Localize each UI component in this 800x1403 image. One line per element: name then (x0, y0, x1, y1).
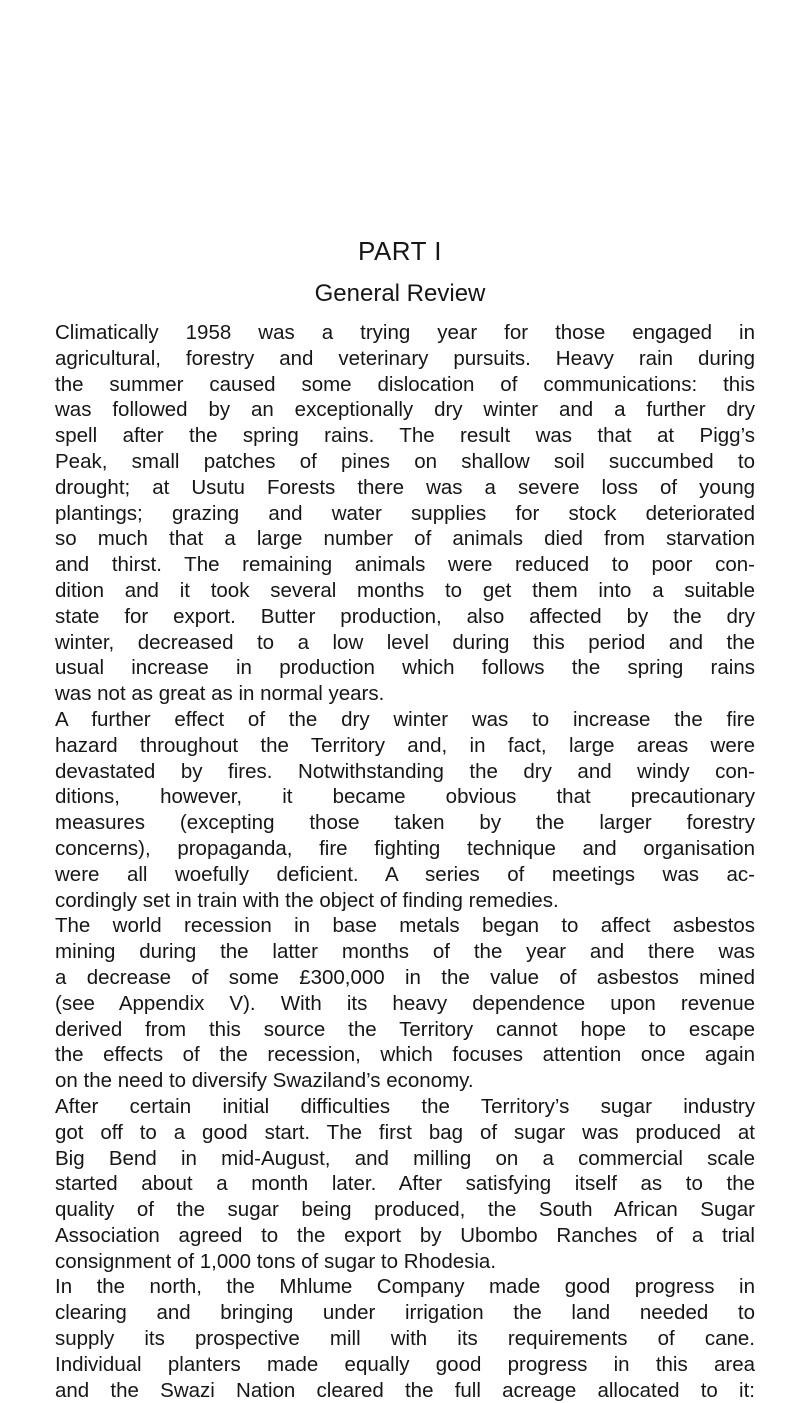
text-line: (see Appendix V). With its heavy dependence upon revenue (55, 991, 755, 1015)
text-line: drought; at Usutu Forests there was a severe loss of young (55, 475, 755, 499)
text-line: were all woefully deficient. A series of meetings was ac- (55, 862, 755, 886)
text-line: state for export. Butter production, also affected by the dry (55, 604, 755, 628)
text-line: and thirst. The remaining animals were reduced to poor con- (55, 553, 755, 577)
text-line: devastated by fires. Notwithstanding the dry and windy con- (55, 759, 755, 783)
text-line: concerns), propaganda, fire fighting technique and organisation (55, 836, 755, 860)
text-line: mining during the latter months of the year and there was (55, 940, 755, 964)
text-line: spell after the spring rains. The result was that at Pigg’s (55, 424, 755, 448)
part-heading: PART I (358, 236, 442, 266)
text-line: winter, decreased to a low level during this period and the (55, 630, 755, 654)
text-line: derived from this source the Territory cannot hope to escape (55, 1017, 755, 1041)
text-line: ditions, however, it became obvious that precautionary (55, 785, 755, 809)
text-line: got off to a good start. The first bag of sugar was produced at (55, 1120, 755, 1144)
text-line: was followed by an exceptionally dry winter and a further dry (55, 398, 755, 422)
text-line: dition and it took several months to get them into a suitable (55, 578, 755, 602)
text-line: Peak, small patches of pines on shallow soil succumbed to (55, 449, 755, 473)
text-line: quality of the sugar being produced, the South African Sugar (55, 1198, 755, 1222)
text-line: Big Bend in mid-August, and milling on a commercial scale (55, 1146, 755, 1170)
text-line: clearing and bringing under irrigation the land needed to (55, 1301, 755, 1325)
text-line: cordingly set in train with the object of finding remedies. (55, 888, 559, 912)
text-line: agricultural, forestry and veterinary pursuits. Heavy rain during (55, 346, 755, 370)
text-line: and the Swazi Nation cleared the full acreage allocated to it: (55, 1378, 755, 1402)
text-line: measures (excepting those taken by the larger forestry (55, 811, 755, 835)
text-line: on the need to diversify Swaziland’s economy. (55, 1069, 474, 1093)
text-line: Climatically 1958 was a trying year for those engaged in (55, 321, 755, 344)
text-line: hazard throughout the Territory and, in fact, large areas were (55, 733, 755, 757)
text-line: Individual planters made equally good progress in this area (55, 1352, 755, 1376)
text-line: The world recession in base metals began to affect asbestos (55, 914, 755, 938)
text-line: A further effect of the dry winter was to increase the fire (55, 707, 755, 731)
text-line: the summer caused some dislocation of communications: this (55, 372, 755, 396)
section-title: General Review (314, 280, 486, 307)
text-line: After certain initial difficulties the Territory’s sugar industry (55, 1094, 755, 1118)
text-line: was not as great as in normal years. (55, 682, 385, 706)
text-line: so much that a large number of animals died from starvation (55, 527, 755, 551)
text-line: started about a month later. After satisfying itself as to the (55, 1172, 755, 1196)
text-line: usual increase in production which follows the spring rains (55, 656, 755, 680)
text-line: Association agreed to the export by Ubombo Ranches of a trial (55, 1223, 755, 1247)
text-line: a decrease of some £300,000 in the value of asbestos mined (55, 965, 755, 989)
text-line: the effects of the recession, which focuses attention once again (55, 1043, 755, 1067)
text-line: plantings; grazing and water supplies for stock deteriorated (55, 501, 755, 525)
text-line: consignment of 1,000 tons of sugar to Rhodesia. (55, 1249, 497, 1273)
body-text (55, 320, 755, 1403)
text-line: supply its prospective mill with its requirements of cane. (55, 1327, 755, 1351)
text-line: In the north, the Mhlume Company made good progress in (55, 1275, 755, 1299)
